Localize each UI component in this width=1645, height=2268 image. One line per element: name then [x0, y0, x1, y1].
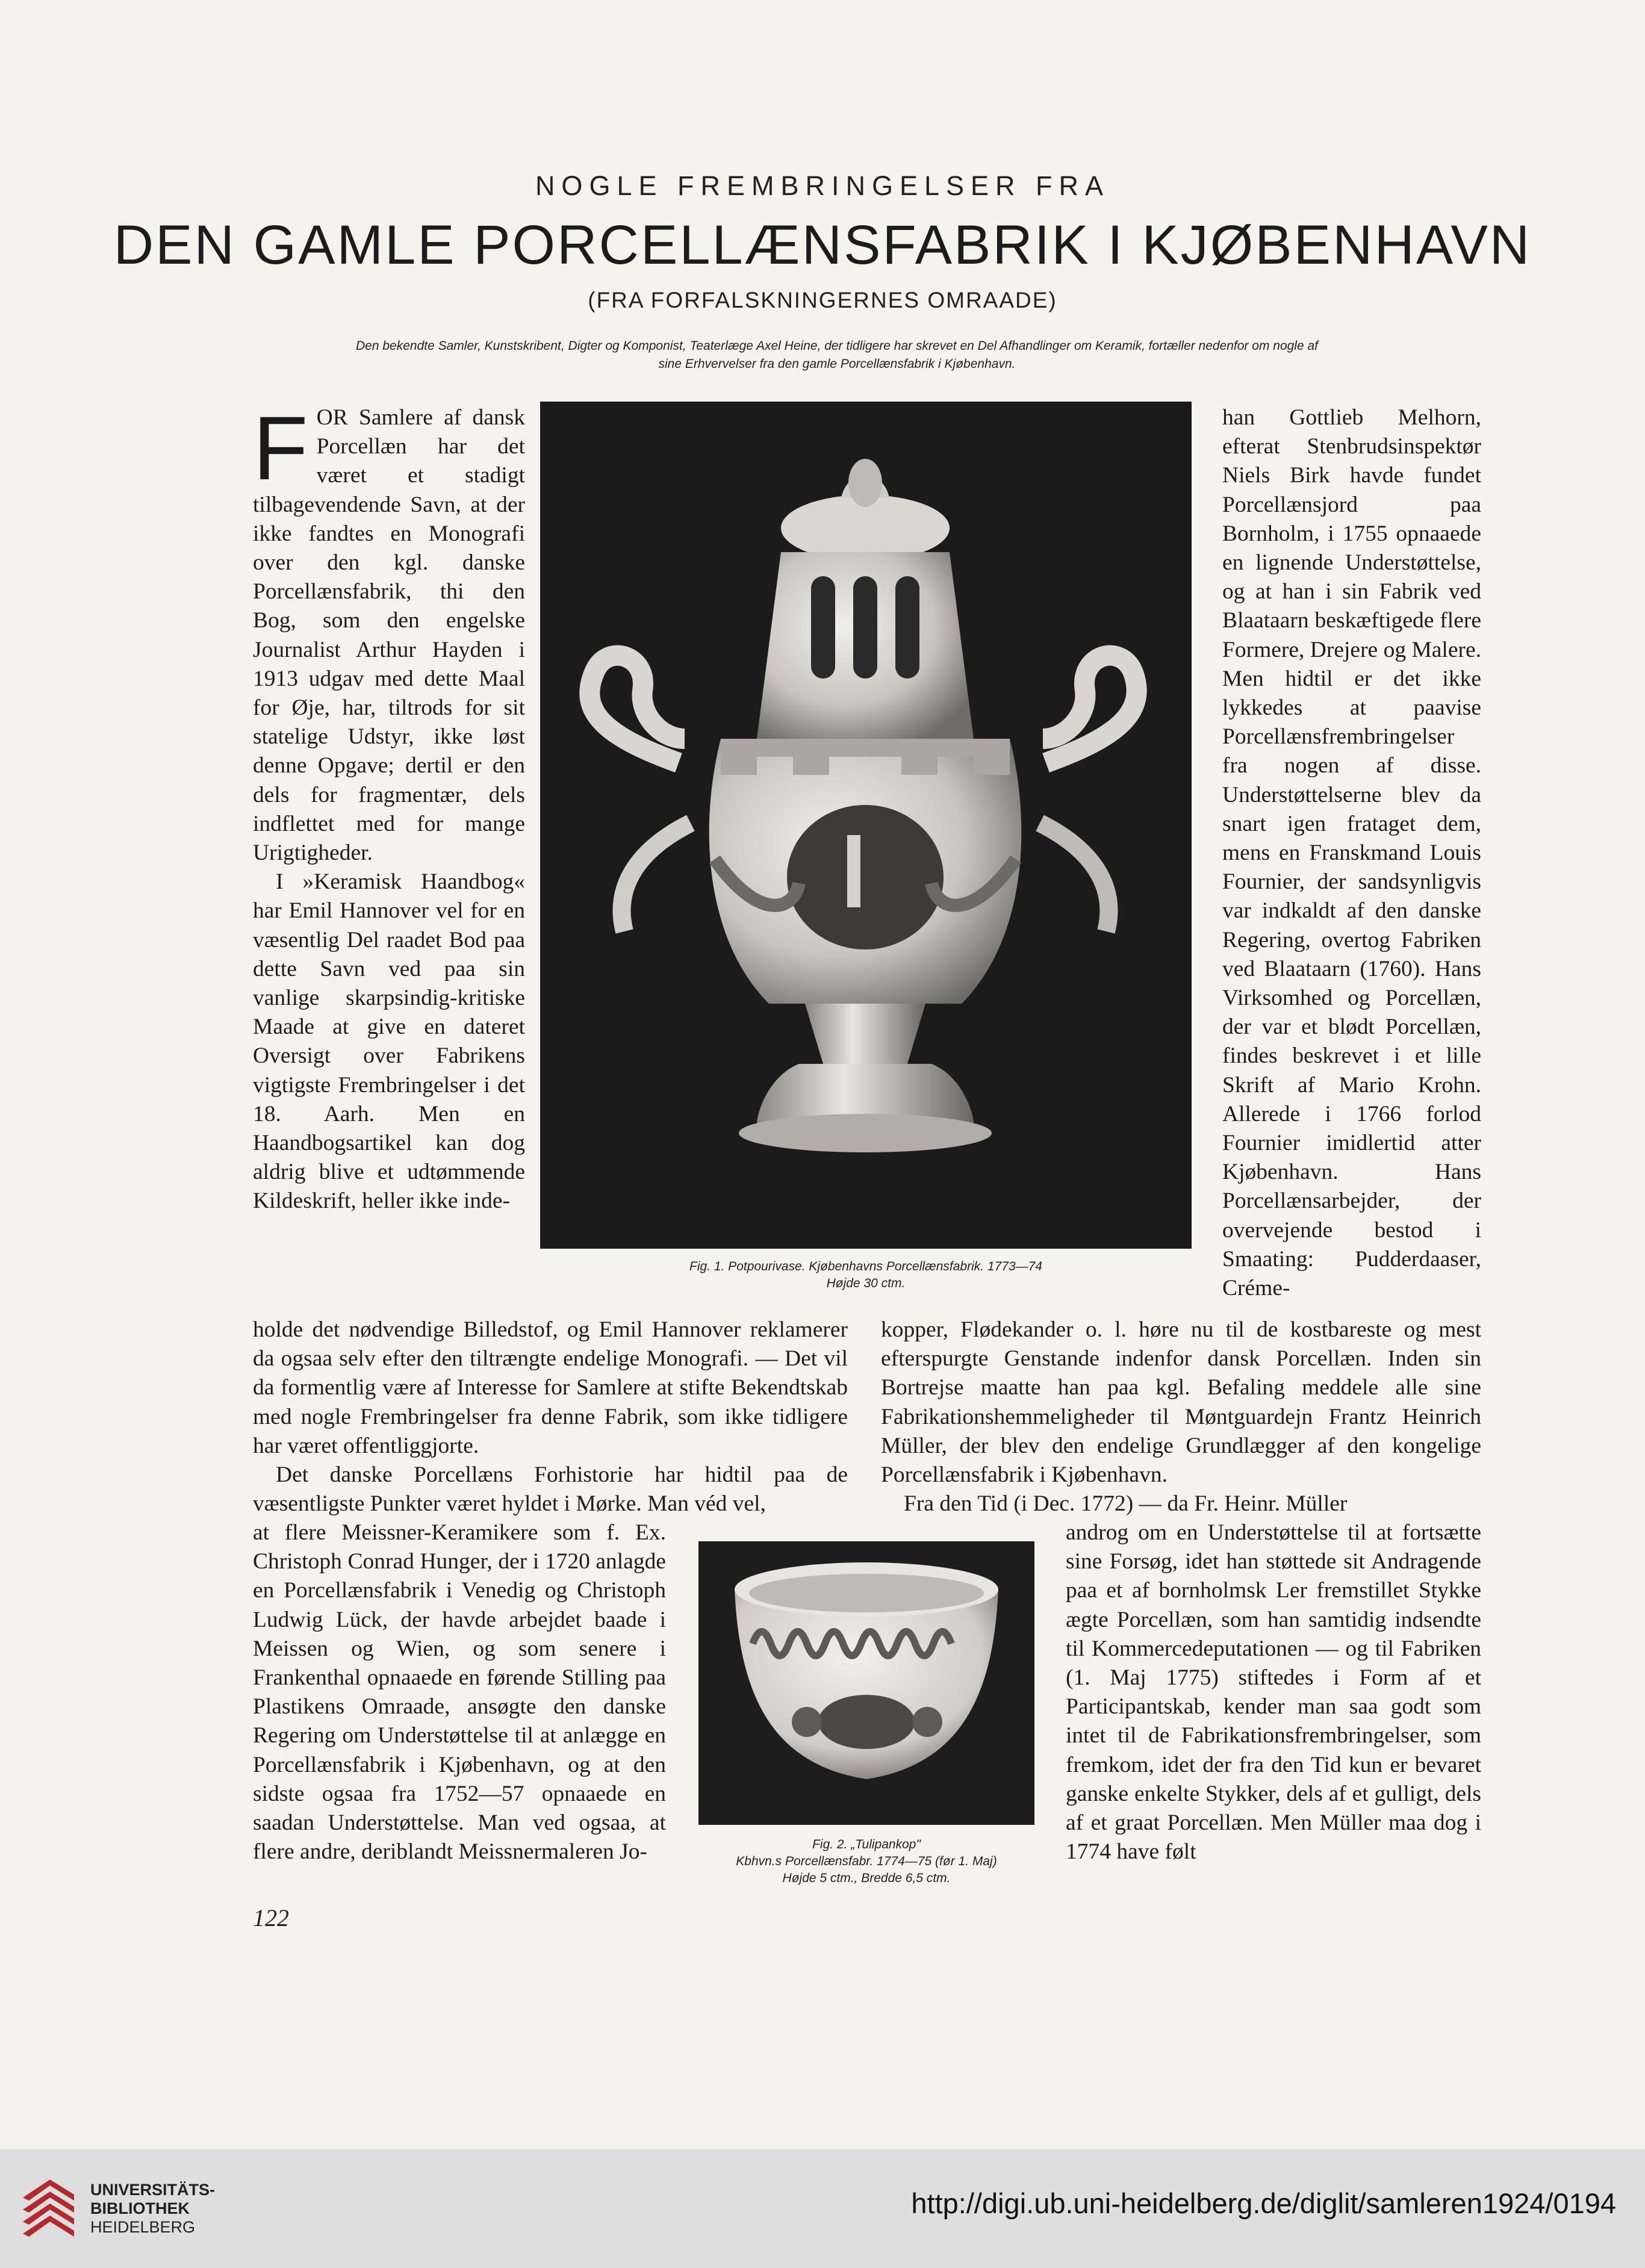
- figure-2-caption: [680, 1836, 1053, 1887]
- right-column: [1222, 403, 1481, 1303]
- library-logo-text: [90, 2181, 215, 2237]
- figure-1-caption-line-2: Højde 30 ctm.: [826, 1276, 906, 1290]
- lower-left-paragraph-3: at flere Meissner-Keramikere som f. Ex. Christoph Conrad Hunger, der i 1720 anlagde en Porcellænsfabrik i Venedig og Christoph Ludwig Lück, der havde arbejdet baade i Meissen og Wien, og som senere i Frankenthal opnaaede en førende Stilling paa Plastikens Omraade, ansøgte den danske Regering om Understøttelse til at anlægge en Porcellænsfabrik i Kjøbenhavn, og at den sidste ogsaa fra 1752—57 opnaaede en saadan Understøttelse. Man ved ogsaa, at flere andre, deriblandt Meissnermaleren Jo-: [253, 1520, 666, 1865]
- right-paragraph-1: han Gottlieb Melhorn, efterat Stenbrudsinspektør Niels Birk havde fundet Porcellænsjord paa Bornholm, i 1755 opnaaede en lignende Understøttelse, og at han i sin Fabrik ved Blaataarn beskæftigede flere Formere, Drejere og Malere. Men hidtil er det ikke lykkedes at paavise Porcellænsfrembringelser fra nogen af disse. Understøttelserne blev da snart igen frataget dem, mens en Franskmand Louis Fournier, der sandsynligvis var indkaldt af den danske Regering, overtog Fabriken ved Blaataarn (1760). Hans Virksomhed og Porcellæn, der var et blødt Porcellæn, findes beskrevet i et lille Skrift af Mario Krohn. Allerede i 1766 forlod Fournier imidlertid atter Kjøbenhavn. Hans Porcellænsarbejder, der overvejende bestod i Smaating: Pudderdaaser, Créme-: [1222, 405, 1482, 1301]
- left-column: [253, 397, 525, 1216]
- lower-right-column-rest: [1066, 1518, 1481, 1866]
- logo-line-3: HEIDELBERG: [90, 2218, 196, 2236]
- source-url-link[interactable]: http://digi.ub.uni-heidelberg.de/diglit/samleren1924/0194: [911, 2187, 1616, 2219]
- lower-right-paragraph-2: Fra den Tid (i Dec. 1772) — da Fr. Heinr. Müller: [904, 1491, 1348, 1517]
- drop-cap: F: [253, 397, 308, 499]
- cup-photo: [698, 1541, 1034, 1825]
- footer-bar: [0, 2149, 1645, 2268]
- lower-left-paragraph-1: holde det nødvendige Billedstof, og Emil Hannover reklamerer da ogsaa selv efter den tiltrængte endelige Monografi. — Det vil da formentlig være af Interesse for Samlere at stifte Bekendtskab med nogle Frembringelser fra denne Fabrik, som ikke tidligere har været offentliggjorte.: [253, 1317, 848, 1458]
- article-title: DEN GAMLE PORCELLÆNSFABRIK I KJØBENHAVN: [113, 214, 1532, 276]
- left-paragraph-2: I »Keramisk Haandbog« har Emil Hannover vel for en væsentlig Del raadet Bod paa dette Savn ved paa sin vanlige skarpsindig-kritiske Maade at give en dateret Oversigt over Fabrikens vigtigste Frembringelser i det 18. Aarh. Men en Haandbogsartikel kan dog aldrig blive et udtømmende Kildeskrift, heller ikke inde-: [253, 869, 525, 1214]
- article-subtitle: (FRA FORFALSKNINGERNES OMRAADE): [588, 288, 1057, 312]
- lower-right-paragraph-1: kopper, Flødekander o. l. høre nu til de kostbareste og mest efterspurgte Genstande indenfor dansk Porcellæn. Inden sin Bortrejse maatte han paa kgl. Befaling meddele alle sine Fabrikationshemmeligheder til Møntguardejn Frantz Heinrich Müller, der blev den endelige Grundlægger af den kongelige Porcellænsfabrik i Kjøbenhavn.: [881, 1317, 1481, 1488]
- logo-line-1: UNIVERSITÄTS-: [90, 2181, 216, 2199]
- lower-right-column-top: [881, 1316, 1481, 1518]
- figure-2-caption-line-1: Fig. 2. „Tulipankop": [812, 1838, 921, 1851]
- tulip-cup-image: [698, 1541, 1034, 1825]
- figure-1-caption: [540, 1258, 1192, 1292]
- lower-left-column-rest: [253, 1518, 666, 1866]
- vase-photo: [540, 402, 1192, 1249]
- lower-left-column-top: [253, 1316, 848, 1518]
- article-intro: Den bekendte Samler, Kunstskribent, Digter og Komponist, Teaterlæge Axel Heine, der tidligere har skrevet en Del Afhandlinger om Keramik, fortæller nedenfor om nogle af sine Erhvervelser fra den gamle Porcellænsfabrik i Kjøbenhavn.: [356, 339, 1318, 371]
- article-kicker: NOGLE FREMBRINGELSER FRA: [535, 170, 1110, 201]
- lower-left-paragraph-2: Det danske Porcellæns Forhistorie har hidtil paa de væsentligste Punkter været hyldet i Mørke. Man véd vel,: [253, 1462, 848, 1517]
- page-number: 122: [253, 1904, 289, 1931]
- figure-2-caption-line-2: Kbhvn.s Porcellænsfabr. 1774—75 (før 1. Maj): [736, 1854, 997, 1868]
- lower-right-paragraph-3: androg om en Understøttelse til at fortsætte sine Forsøg, idet han støttede sit Andragende paa et af bornholmsk Ler fremstillet Stykke ægte Porcellæn, som han samtidig indsendte til Kommercedeputationen — og til Fabriken (1. Maj 1775) stiftedes i Form af et Participantskab, kender man saa godt som intet til de Fabrikationsfrembringelser, som fremkom, idet der fra den Tid kun er bevaret ganske enkelte Stykker, dels af et gulligt, dels af et graat Porcellæn. Men Müller maa dog i 1774 have følt: [1066, 1520, 1481, 1865]
- library-logo-icon: [17, 2173, 80, 2246]
- figure-2-caption-line-3: Højde 5 ctm., Bredde 6,5 ctm.: [782, 1871, 951, 1885]
- logo-line-2: BIBLIOTHEK: [90, 2199, 190, 2217]
- left-paragraph-1: OR Samlere af dansk Porcellæn har det været et stadigt tilbagevendende Savn, at der ikke fandtes en Monografi over den kgl. danske Porcellænsfabrik, thi den Bog, som den engelske Journalist Arthur Hayden i 1913 udgav med dette Maal for Øje, har, tiltrods for sit statelige Udstyr, ikke løst denne Opgave; dertil er den dels for fragmentær, dels indflettet med for mange Urigtigheder.: [253, 405, 525, 866]
- potpourri-vase-image: [540, 402, 1192, 1249]
- figure-1-caption-line-1: Fig. 1. Potpourivase. Kjøbenhavns Porcellænsfabrik. 1773—74: [689, 1260, 1042, 1273]
